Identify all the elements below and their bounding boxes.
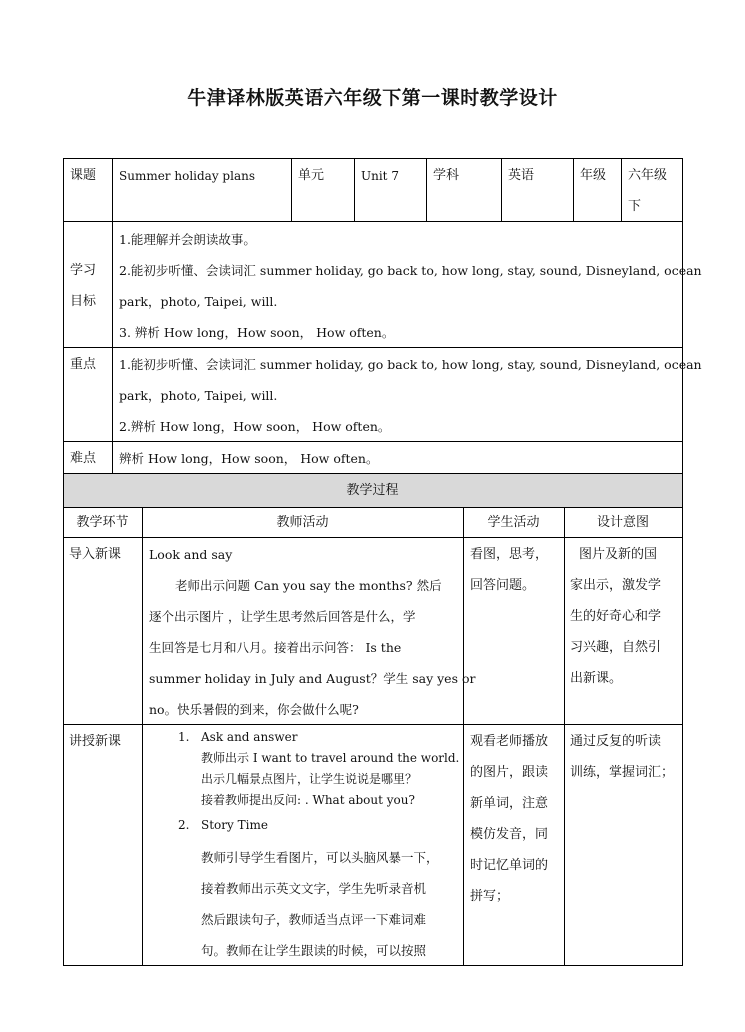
goals-label-cont: 目标 (70, 294, 97, 309)
table-rule (63, 158, 683, 159)
table-rule (573, 158, 574, 222)
col-header-student: 学生活动 (487, 515, 540, 530)
item2-line: 句。教师在让学生跟读的时候，可以按照 (201, 943, 427, 958)
goal-line: 3. 辨析 How long，How soon， How often。 (119, 325, 395, 340)
col-header-intent: 设计意图 (596, 515, 649, 530)
intro-intent-line: 出新课。 (570, 671, 623, 686)
unit-value: Unit 7 (361, 169, 399, 183)
process-header: 教学过程 (346, 483, 399, 498)
topic-label: 课题 (70, 168, 97, 183)
item1-line: Ask and answer (201, 730, 298, 744)
difficulty-text: 辨析 How long，How soon， How often。 (119, 451, 379, 466)
difficulty-label: 难点 (70, 451, 97, 466)
intro-teacher-line: Look and say (149, 547, 233, 562)
teach-student-line: 时记忆单词的 (470, 858, 549, 873)
item1-line: 接着教师提出反问: . What about you? (201, 793, 415, 807)
teach-student-line: 观看老师播放 (470, 734, 549, 749)
teach-stage: 讲授新课 (69, 734, 122, 749)
col-header-teacher: 教师活动 (276, 515, 329, 530)
table-rule (291, 158, 292, 222)
teach-intent-line: 通过反复的听读 (570, 734, 662, 749)
intro-student-line: 回答问题。 (470, 578, 536, 593)
key-point-line: 1.能初步听懂、会读词汇 summer holiday, go back to, how long, stay, sound, Disneyland, ocean (119, 357, 702, 372)
goal-line: 1.能理解并会朗读故事。 (119, 232, 256, 247)
intro-intent-line: 生的好奇心和学 (570, 609, 662, 624)
intro-teacher-line: 逐个出示图片 ，让学生思考然后回答是什么，学 (149, 609, 416, 624)
key-point-line: park，photo, Taipei, will. (119, 388, 278, 403)
table-rule (463, 507, 464, 966)
item2-line: 然后跟读句子，教师适当点评一下难词难 (201, 912, 427, 927)
intro-teacher-line: summer holiday in July and August？学生 say yes or (149, 671, 476, 686)
grade-value-cont: 下 (628, 199, 642, 214)
document-title: 牛津译林版英语六年级下第一课时教学设计 (187, 87, 558, 109)
goal-line: park，photo, Taipei, will. (119, 294, 278, 309)
intro-student-line: 看图，思考， (470, 547, 549, 562)
item2-title: Story Time (201, 818, 268, 832)
table-rule (112, 158, 113, 474)
key-points-label: 重点 (70, 357, 97, 372)
subject-label: 学科 (433, 168, 460, 183)
intro-stage: 导入新课 (69, 547, 122, 562)
intro-teacher-line: 生回答是七月和八月。接着出示问答： Is the (149, 640, 402, 655)
goals-label: 学习 (70, 263, 97, 278)
table-rule (354, 158, 355, 222)
intro-intent-line: 图片及新的国 (579, 547, 658, 562)
table-rule (621, 158, 622, 222)
key-point-line: 2.辨析 How long，How soon， How often。 (119, 419, 391, 434)
teach-student-line: 的图片，跟读 (470, 765, 549, 780)
item2-line: 教师引导学生看图片，可以头脑风暴一下， (201, 850, 439, 865)
col-header-stage: 教学环节 (76, 515, 129, 530)
item2-line: 接着教师出示英文文字，学生先听录音机 (201, 881, 427, 896)
item1-line: 出示几幅景点图片，让学生说说是哪里？ (201, 772, 418, 786)
teach-student-line: 拼写； (470, 889, 510, 904)
item1-number: 1. (178, 730, 190, 744)
grade-value: 六年级 (628, 168, 668, 183)
table-rule (63, 158, 64, 966)
unit-label: 单元 (298, 168, 325, 183)
intro-teacher-line: 老师出示问题 Can you say the months? 然后 (175, 578, 442, 593)
intro-intent-line: 家出示，激发学 (570, 578, 662, 593)
item2-number: 2. (178, 818, 190, 832)
intro-intent-line: 习兴趣，自然引 (570, 640, 662, 655)
goal-line: 2.能初步听懂、会读词汇 summer holiday, go back to, how long, stay, sound, Disneyland, ocean (119, 263, 702, 278)
item1-line: 教师出示 I want to travel around the world. (201, 751, 460, 765)
table-rule (426, 158, 427, 222)
table-rule (501, 158, 502, 222)
subject-value: 英语 (508, 168, 535, 183)
intro-teacher-line: no。快乐暑假的到来，你会做什么呢? (149, 702, 359, 717)
table-rule (564, 507, 565, 966)
topic-value: Summer holiday plans (119, 169, 255, 183)
teach-student-line: 模仿发音，同 (470, 827, 549, 842)
grade-label: 年级 (580, 168, 607, 183)
table-rule (142, 507, 143, 966)
teach-student-line: 新单词，注意 (470, 796, 549, 811)
teach-intent-line: 训练，掌握词汇； (570, 765, 675, 780)
table-rule (63, 221, 683, 222)
